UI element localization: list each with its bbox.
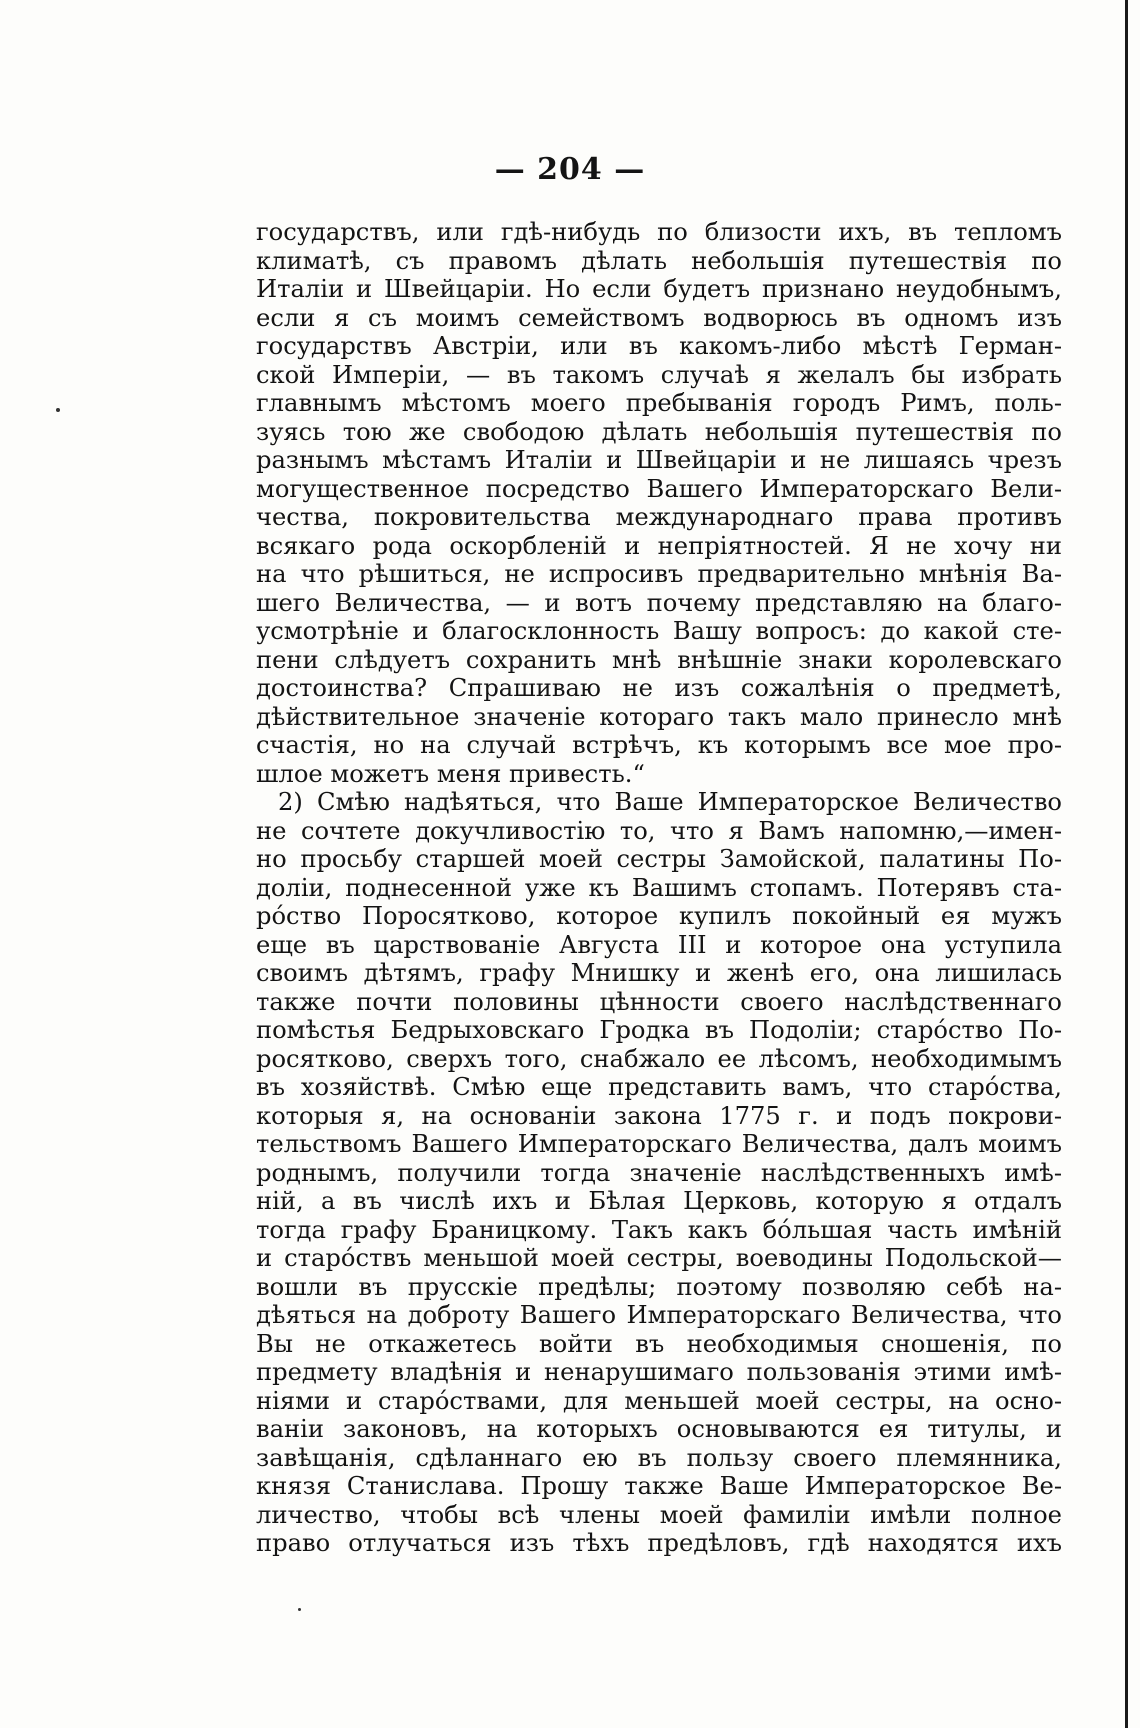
text-line: не сочтете докучливостію то, что я Вамъ напомню,—имен- xyxy=(256,816,1062,845)
text-line: вошли въ прусскіе предѣлы; поэтому позволяю себѣ на- xyxy=(256,1272,1062,1301)
text-line: могущественное посредство Вашего Императорскаго Вели- xyxy=(256,474,1062,503)
text-line: государствъ Австріи, или въ какомъ-либо мѣстѣ Герман- xyxy=(256,332,1062,360)
text-line: шего Величества, — и вотъ почему представляю на благо- xyxy=(256,588,1062,617)
text-line: въ хозяйствѣ. Смѣю еще представить вамъ, что старо́ства, xyxy=(256,1073,1062,1101)
text-line: счастія, но на случай встрѣчъ, къ которымъ все мое про- xyxy=(256,731,1062,759)
text-line: завѣщанія, сдѣланнаго ею въ пользу своего племянника, xyxy=(256,1443,1062,1472)
scan-speck xyxy=(298,1608,301,1611)
text-line: тогда графу Браницкому. Такъ какъ бо́льшая часть имѣній xyxy=(256,1215,1062,1244)
text-line: предмету владѣнія и ненарушимаго пользованія этими имѣ- xyxy=(256,1358,1062,1386)
text-line: ской Имперіи, — въ такомъ случаѣ я желалъ бы избрать xyxy=(256,360,1062,389)
text-line: князя Станислава. Прошу также Ваше Императорское Ве- xyxy=(256,1472,1062,1500)
text-line: личество, чтобы всѣ члены моей фамиліи имѣли полное xyxy=(256,1500,1062,1529)
text-line: 2) Смѣю надѣяться, что Ваше Императорское Величество xyxy=(278,788,1062,816)
text-line: также почти половины цѣнности своего наслѣдственнаго xyxy=(256,987,1062,1016)
text-line: роднымъ, получили тогда значеніе наслѣдственныхъ имѣ- xyxy=(256,1158,1062,1187)
text-line: дѣйствительное значеніе котораго такъ мало принесло мнѣ xyxy=(256,702,1062,731)
text-line: своимъ дѣтямъ, графу Мнишку и женѣ его, она лишилась xyxy=(256,959,1062,987)
page-edge-border xyxy=(1125,0,1128,1728)
text-line: право отлучаться изъ тѣхъ предѣловъ, гдѣ находятся ихъ xyxy=(256,1529,1062,1557)
text-line: ваніи законовъ, на которыхъ основываются ея титулы, и xyxy=(256,1415,1062,1443)
text-line: государствъ, или гдѣ-нибудь по близости ихъ, въ тепломъ xyxy=(256,218,1062,246)
text-line: но просьбу старшей моей сестры Замойской, палатины По- xyxy=(256,845,1062,873)
text-line: ро́ство Поросятково, которое купилъ покойный ея мужъ xyxy=(256,902,1062,930)
text-line: и старо́ствъ меньшой моей сестры, воеводины Подольской— xyxy=(256,1244,1062,1272)
text-line: достоинства? Спрашиваю не изъ сожалѣнія о предметѣ, xyxy=(256,674,1062,702)
body-text xyxy=(256,218,1062,1558)
text-line: ніями и старо́ствами, для меньшей моей сестры, на осно- xyxy=(256,1386,1062,1415)
page-number: — 204 — xyxy=(494,152,646,187)
text-line: росятково, сверхъ того, снабжало ее лѣсомъ, необходимымъ xyxy=(256,1044,1062,1073)
text-line: доліи, поднесенной уже къ Вашимъ стопамъ. Потерявъ ста- xyxy=(256,873,1062,902)
text-line: зуясь тою же свободою дѣлать небольшія путешествія по xyxy=(256,417,1062,446)
text-line: если я съ моимъ семействомъ водворюсь въ одномъ изъ xyxy=(256,303,1062,332)
text-line: климатѣ, съ правомъ дѣлать небольшія путешествія по xyxy=(256,246,1062,275)
text-line: помѣстья Бедрыховскаго Гродка въ Подоліи; старо́ство По- xyxy=(256,1016,1062,1044)
text-line: дѣяться на доброту Вашего Императорскаго Величества, что xyxy=(256,1301,1062,1329)
text-line: которыя я, на основаніи закона 1775 г. и подъ покрови- xyxy=(256,1101,1062,1130)
text-line: главнымъ мѣстомъ моего пребыванія городъ Римъ, поль- xyxy=(256,389,1062,417)
text-line: разнымъ мѣстамъ Италіи и Швейцаріи и не лишаясь чрезъ xyxy=(256,446,1062,474)
text-line: еще въ царствованіе Августа III и которое она уступила xyxy=(256,930,1062,959)
text-line: Италіи и Швейцаріи. Но если будетъ признано неудобнымъ, xyxy=(256,275,1062,303)
scan-speck xyxy=(56,408,60,412)
text-line: ній, а въ числѣ ихъ и Бѣлая Церковь, которую я отдалъ xyxy=(256,1187,1062,1215)
text-line: на что рѣшиться, не испросивъ предварительно мнѣнія Ва- xyxy=(256,560,1062,588)
text-line: шлое можетъ меня привесть.“ xyxy=(256,759,645,788)
text-line: усмотрѣніе и благосклонность Вашу вопросъ: до какой сте- xyxy=(256,617,1062,645)
text-line: всякаго рода оскорбленій и непріятностей. Я не хочу ни xyxy=(256,531,1062,560)
text-line: тельствомъ Вашего Императорскаго Величества, далъ моимъ xyxy=(256,1130,1062,1158)
text-line: чества, покровительства международнаго права противъ xyxy=(256,503,1062,531)
text-line: Вы не откажетесь войти въ необходимыя сношенія, по xyxy=(256,1329,1062,1358)
text-line: пени слѣдуетъ сохранить мнѣ внѣшніе знаки королевскаго xyxy=(256,645,1062,674)
